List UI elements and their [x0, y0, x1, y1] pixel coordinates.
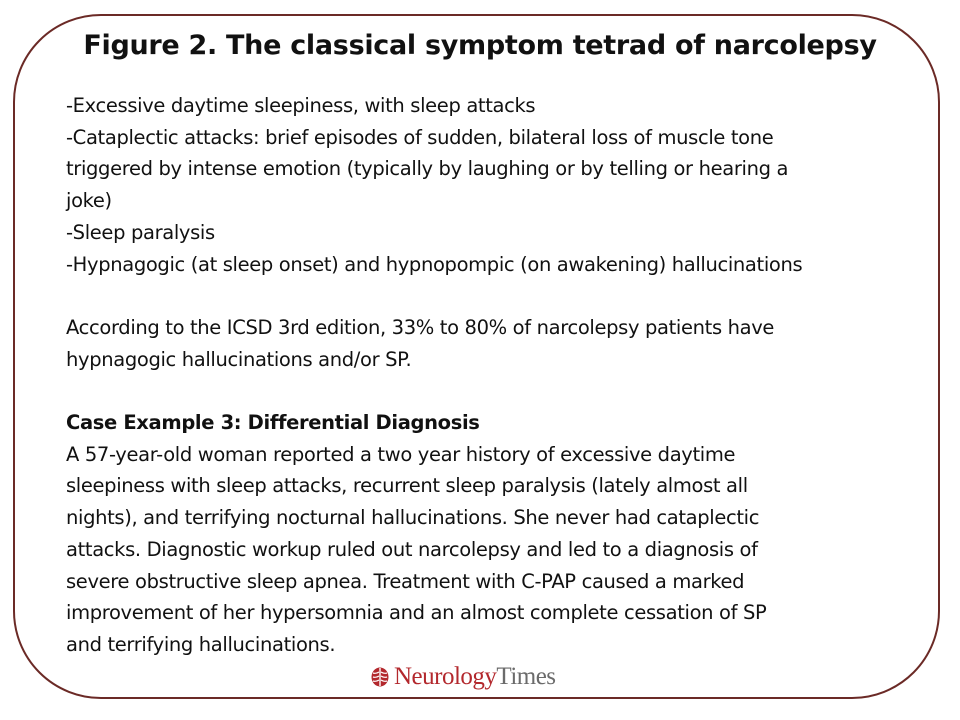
- figure-title: Figure 2. The classical symptom tetrad of narcolepsy: [83, 30, 877, 61]
- logo-text-rest: Times: [496, 663, 556, 690]
- symptom-line: -Excessive daytime sleepiness, with sleep attacks: [66, 94, 536, 117]
- case-line: A 57-year-old woman reported a two year history of excessive daytime: [66, 442, 736, 466]
- logo-text-accent: Neurology: [394, 663, 497, 690]
- spacer: [66, 280, 916, 312]
- spacer: [66, 375, 916, 407]
- case-line: and terrifying hallucinations.: [66, 632, 336, 656]
- symptom-line: triggered by intense emotion (typically by laughing or by telling or hearing a: [66, 157, 789, 181]
- case-line: nights), and terrifying nocturnal hallucinations. She never had cataplectic: [66, 506, 760, 530]
- neurology-times-logo: [370, 663, 556, 691]
- symptom-line: joke): [66, 189, 112, 213]
- symptom-line: -Cataplectic attacks: brief episodes of sudden, bilateral loss of muscle tone: [66, 125, 774, 149]
- case-line: sleepiness with sleep attacks, recurrent sleep paralysis (lately almost all: [66, 474, 748, 498]
- case-line: improvement of her hypersomnia and an almost complete cessation of SP: [66, 601, 767, 625]
- symptom-line: -Sleep paralysis: [66, 220, 215, 244]
- symptom-line: -Hypnagogic (at sleep onset) and hypnopompic (on awakening) hallucinations: [66, 252, 803, 276]
- case-line: severe obstructive sleep apnea. Treatment with C-PAP caused a marked: [66, 569, 745, 593]
- icsd-note-line: hypnagogic hallucinations and/or SP.: [66, 347, 412, 371]
- case-line: attacks. Diagnostic workup ruled out narcolepsy and led to a diagnosis of: [66, 537, 758, 561]
- logo-wordmark: [394, 663, 556, 691]
- case-heading: Case Example 3: Differential Diagnosis: [66, 411, 480, 434]
- icsd-note-line: According to the ICSD 3rd edition, 33% to 80% of narcolepsy patients have: [66, 315, 775, 339]
- figure-body: [66, 90, 916, 661]
- brain-logo-icon: [370, 666, 390, 688]
